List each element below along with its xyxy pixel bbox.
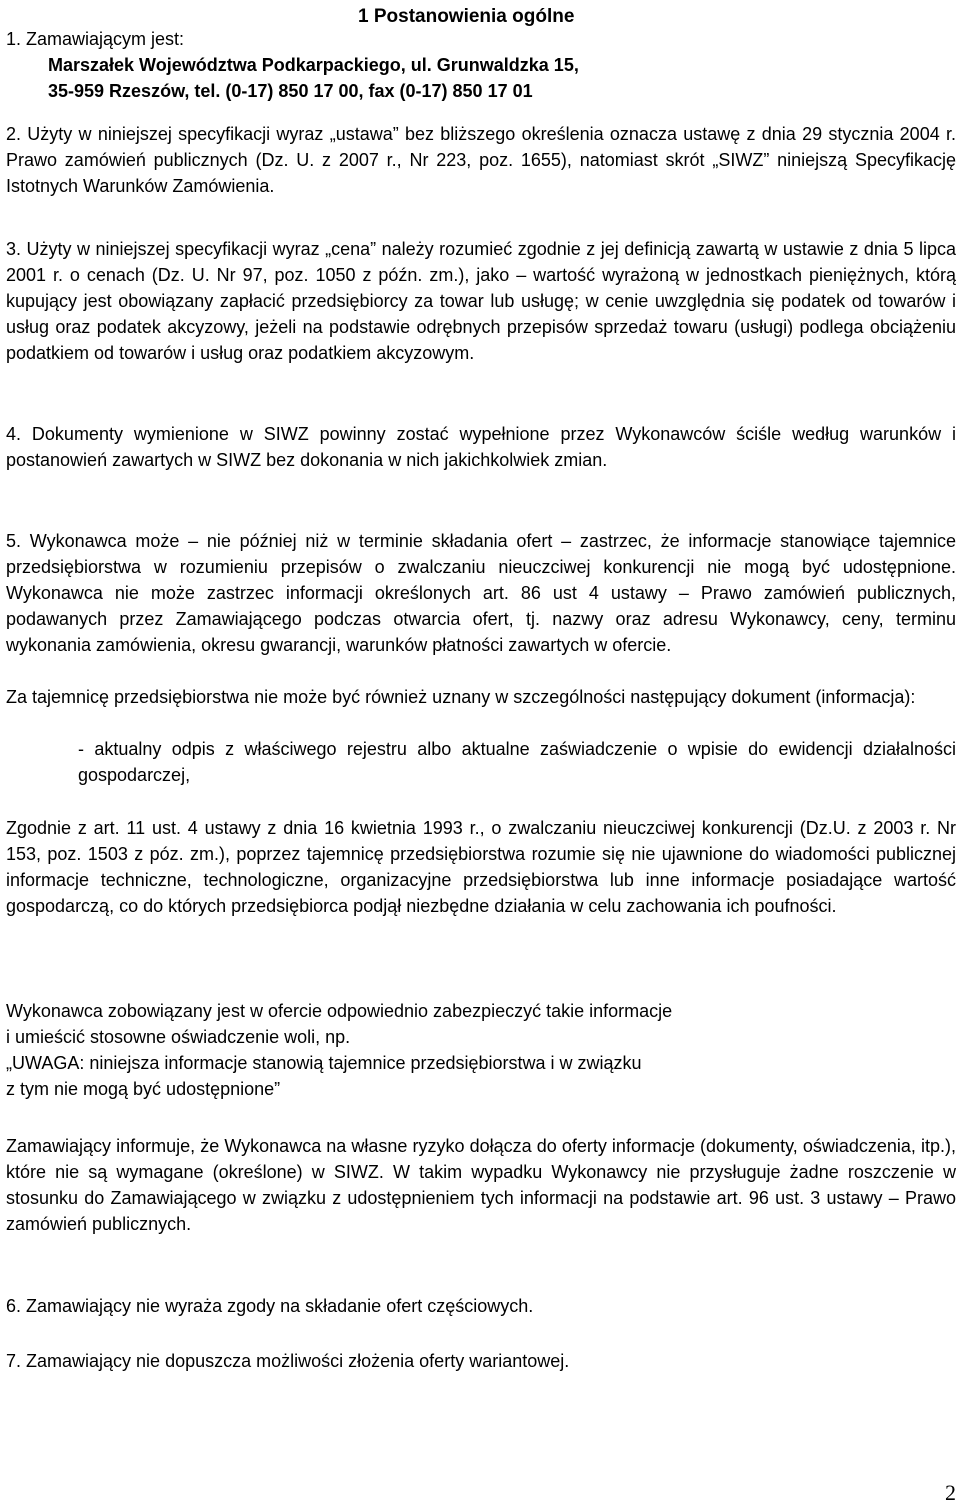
paragraph-1-intro: 1. Zamawiającym jest: [6, 29, 185, 49]
paragraph-4: 4. Dokumenty wymienione w SIWZ powinny zostać wypełnione przez Wykonawców ściśle według warunków i postanowień zawartych w SIWZ bez dokonania w nich jakichkolwiek zmian. [6, 424, 956, 470]
ordering-party-address-line-1: Marszałek Województwa Podkarpackiego, ul. Grunwaldzka 15, [48, 55, 579, 75]
paragraph-7: 7. Zamawiający nie dopuszcza możliwości złożenia oferty wariantowej. [6, 1351, 570, 1371]
paragraph-2: 2. Użyty w niniejszej specyfikacji wyraz „ustawa” bez bliższego określenia oznacza ustawę z dnia 29 stycznia 2004 r. Prawo zamówień publicznych (Dz. U. z 2007 r., Nr 223, poz. 1655), natomiast skrót „SIWZ” niniejszą Specyfikację Istotnych Warunków Zamówienia. [6, 124, 956, 196]
paragraph-5-legal-basis: Zgodnie z art. 11 ust. 4 ustawy z dnia 16 kwietnia 1993 r., o zwalczaniu nieuczciwej konkurencji (Dz.U. z 2003 r. Nr 153, poz. 1503 z póz. zm.), poprzez tajemnicę przedsiębiorstwa rozumie się nie ujawnione do wiadomości publicznej informacje techniczne, technologiczne, organizacyjne przedsiębiorstwa lub inne informacje posiadające wartość gospodarczą, co do których przedsiębiorca podjął niezbędne działania w celu zachowania ich poufności. [6, 818, 956, 916]
ordering-party-address-line-2: 35-959 Rzeszów, tel. (0-17) 850 17 00, fax (0-17) 850 17 01 [48, 81, 533, 101]
section-heading-text: 1 Postanowienia ogólne [358, 6, 575, 27]
paragraph-5-list-item: - aktualny odpis z właściwego rejestru albo aktualne zaświadczenie o wpisie do ewidencji działalności gospodarczej, [78, 739, 956, 785]
obligation-line-2: i umieścić stosowne oświadczenie woli, np. [6, 1027, 351, 1047]
obligation-line-1: Wykonawca zobowiązany jest w ofercie odpowiednio zabezpieczyć takie informacje [6, 1001, 673, 1021]
paragraph-5-obligation [6, 998, 956, 1102]
paragraph-5: 5. Wykonawca może – nie później niż w terminie składania ofert – zastrzec, że informacje stanowiące tajemnice przedsiębiorstwa w rozumieniu przepisów o zwalczaniu nieuczciwej konkurencji nie mogą być udostępnione. Wykonawca nie może zastrzec informacji określonych art. 86 ust 4 ustawy – Prawo zamówień publicznych, podawanych przez Zamawiającego podczas otwarcia ofert, tj. nazwy oraz adresu Wykonawcy, ceny, terminu wykonania zamówienia, okresu gwarancji, warunków płatności zawartych w ofercie. [6, 531, 956, 655]
paragraph-5-trade-secret: Za tajemnicę przedsiębiorstwa nie może być również uznany w szczególności następujący dokument (informacja): [6, 687, 916, 707]
heading-marker-icon [346, 0, 358, 22]
paragraph-1 [6, 26, 956, 104]
paragraph-6: 6. Zamawiający nie wyraża zgody na składanie ofert częściowych. [6, 1296, 534, 1316]
page-number: 2 [945, 1480, 956, 1505]
obligation-line-3: „UWAGA: niniejsza informacje stanowią tajemnice przedsiębiorstwa i w związku [6, 1053, 642, 1073]
paragraph-5-information: Zamawiający informuje, że Wykonawca na własne ryzyko dołącza do oferty informacje (dokumenty, oświadczenia, itp.), które nie są wymagane (określone) w SIWZ. W takim wypadku Wykonawcy nie przysługuje żadne roszczenie w stosunku do Zamawiającego w związku z udostępnieniem tych informacji na podstawie art. 96 ust. 3 ustawy – Prawo zamówień publicznych. [6, 1136, 956, 1234]
obligation-line-4: z tym nie mogą być udostępnione” [6, 1079, 281, 1099]
paragraph-3: 3. Użyty w niniejszej specyfikacji wyraz „cena” należy rozumieć zgodnie z jej definicją zawartą w ustawie z dnia 5 lipca 2001 r. o cenach (Dz. U. Nr 97, poz. 1050 z późn. zm.), jako – wartość wyrażoną w jednostkach pieniężnych, którą kupujący jest obowiązany zapłacić przedsiębiorcy za towar lub usługę; w cenie uwzględnia się podatek od towarów i usług oraz podatek akcyzowy, jeżeli na podstawie odrębnych przepisów sprzedaż towaru (usługi) podlega obciążeniu podatkiem od towarów i usług oraz podatkiem akcyzowym. [6, 239, 956, 363]
